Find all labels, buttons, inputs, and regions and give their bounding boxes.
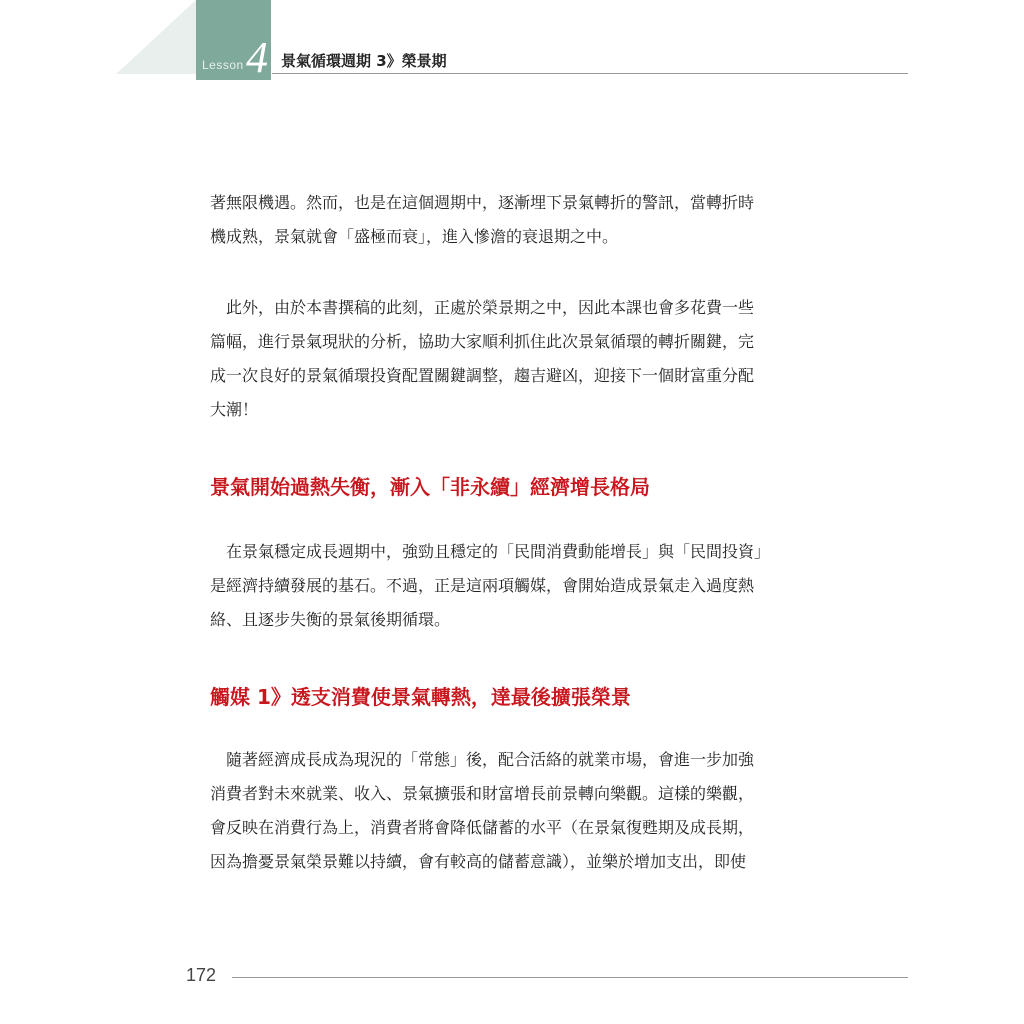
text-line: 會反映在消費行為上，消費者將會降低儲蓄的水平（在景氣復甦期及成長期， [210,818,755,837]
page-number: 172 [186,965,217,985]
lesson-badge [196,0,271,80]
footer-rule [232,977,908,978]
text-line: 隨著經濟成長成為現況的「常態」後，配合活絡的就業市場，會進一步加強 [210,750,755,769]
header-rule [272,73,908,74]
paragraph-3 [210,535,800,637]
text-line: 篇幅，進行景氣現狀的分析，協助大家順利抓住此次景氣循環的轉折關鍵，完 [210,332,755,351]
corner-decoration [0,0,200,80]
text-line: 因為擔憂景氣榮景難以持續，會有較高的儲蓄意識），並樂於增加支出，即使 [210,852,747,871]
text-line: 在景氣穩定成長週期中，強勁且穩定的「民間消費動能增長」與「民間投資」 [210,542,771,561]
text-line: 消費者對未來就業、收入、景氣擴張和財富增長前景轉向樂觀。這樣的樂觀， [210,784,755,803]
section-heading-2: 觸媒 1》透支消費使景氣轉熱，達最後擴張榮景 [210,685,631,709]
lesson-label: Lesson [202,58,244,72]
text-line: 機成熟，景氣就會「盛極而衰」，進入慘澹的衰退期之中。 [210,227,619,246]
paragraph-1 [210,186,800,254]
chapter-title: 景氣循環週期 3》榮景期 [281,52,447,70]
paragraph-4 [210,743,800,879]
lesson-number: 4 [246,33,268,80]
text-line: 此外，由於本書撰稿的此刻，正處於榮景期之中，因此本課也會多花費一些 [210,298,755,317]
paragraph-2 [210,291,800,427]
text-line: 著無限機遇。然而，也是在這個週期中，逐漸埋下景氣轉折的警訊，當轉折時 [210,193,755,212]
section-heading-1: 景氣開始過熱失衡，漸入「非永續」經濟增長格局 [210,475,650,499]
text-line: 絡、且逐步失衡的景氣後期循環。 [210,610,451,629]
text-line: 大潮！ [210,400,259,419]
corner-triangle [116,0,196,74]
text-line: 成一次良好的景氣循環投資配置關鍵調整，趨吉避凶，迎接下一個財富重分配 [210,366,755,385]
text-line: 是經濟持續發展的基石。不過，正是這兩項觸媒，會開始造成景氣走入過度熱 [210,576,755,595]
